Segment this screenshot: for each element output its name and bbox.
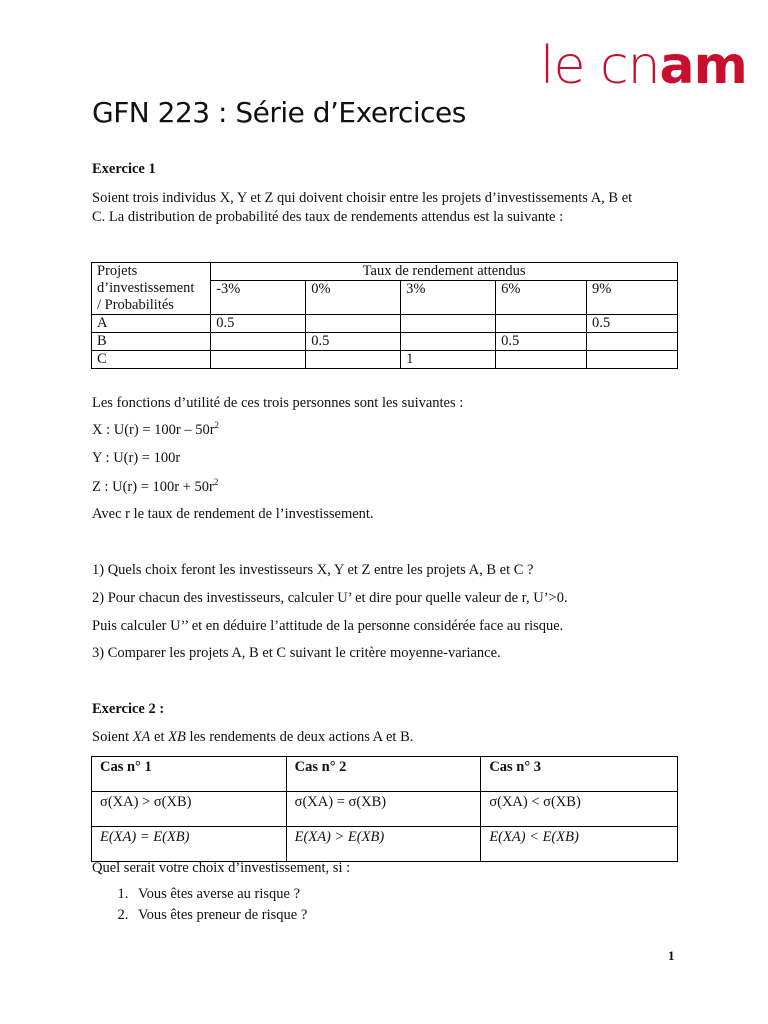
utility-x: X : $U(r) = 100r - 50r^2$ [92,420,220,438]
probability-table [91,262,678,369]
cases-table [91,756,678,862]
table-row: E(XA) = E(XB) E(XA) > E(XB) E(XA) < E(XB) [92,827,678,862]
list-item: 2. Vous êtes preneur de risque ? [132,905,702,926]
question-3: 3) Comparer les projets A, B et C suivant le critère moyenne-variance. [92,645,501,661]
exercise-2-heading: Exercice 2 : [92,701,165,717]
list-item: 1. Vous êtes averse au risque ? [132,884,702,905]
rate-definition: Avec r le taux de rendement de l’investissement. [92,506,374,522]
exercise-1-intro-line-2: C. La distribution de probabilité des taux de rendements attendus est la suivante : [92,209,564,225]
cnam-logo: le cnam [540,36,747,96]
table-row: B 0.5 0.5 [92,333,678,351]
utility-y: Y : U(r) = 100r [92,450,181,466]
rate-header: 6% [496,281,587,315]
rate-header: -3% [211,281,306,315]
exercise-1-intro-line-1: Soient trois individus X, Y et Z qui doivent choisir entre les projets d’investissements A, B et [92,190,633,206]
exercise-1-heading: Exercice 1 [92,161,156,177]
utility-intro: Les fonctions d’utilité de ces trois personnes sont les suivantes : [92,395,464,411]
table-row: Cas n° 1 Cas n° 2 Cas n° 3 [92,757,678,792]
rate-header: 3% [401,281,496,315]
rate-group-header: Taux de rendement attendus [211,263,678,281]
table-corner-cell: Projets d’investissement / Probabilités [92,263,211,315]
rate-header: 0% [306,281,401,315]
utility-z: Z : $U(r) = 100r + 50r^2$ [92,477,219,495]
table-row: A 0.5 0.5 [92,315,678,333]
page-number: 1 [668,948,675,963]
exercise-2-question: Quel serait votre choix d’investissement, si : [92,860,351,876]
answer-list [112,884,702,926]
question-2: 2) Pour chacun des investisseurs, calculer U’ et dire pour quelle valeur de r, U’>0. [92,590,568,606]
exercise-2-intro: Soient XA et XB les rendements de deux actions A et B. [92,729,414,745]
question-1: 1) Quels choix feront les investisseurs X, Y et Z entre les projets A, B et C ? [92,562,534,578]
table-row: C 1 [92,351,678,369]
question-2-continued: Puis calculer U’’ et en déduire l’attitude de la personne considérée face au risque. [92,618,564,634]
table-row: σ(XA) > σ(XB) σ(XA) = σ(XB) σ(XA) < σ(XB) [92,792,678,827]
rate-header: 9% [587,281,678,315]
page-title: GFN 223 : Série d’Exercices [92,96,466,129]
